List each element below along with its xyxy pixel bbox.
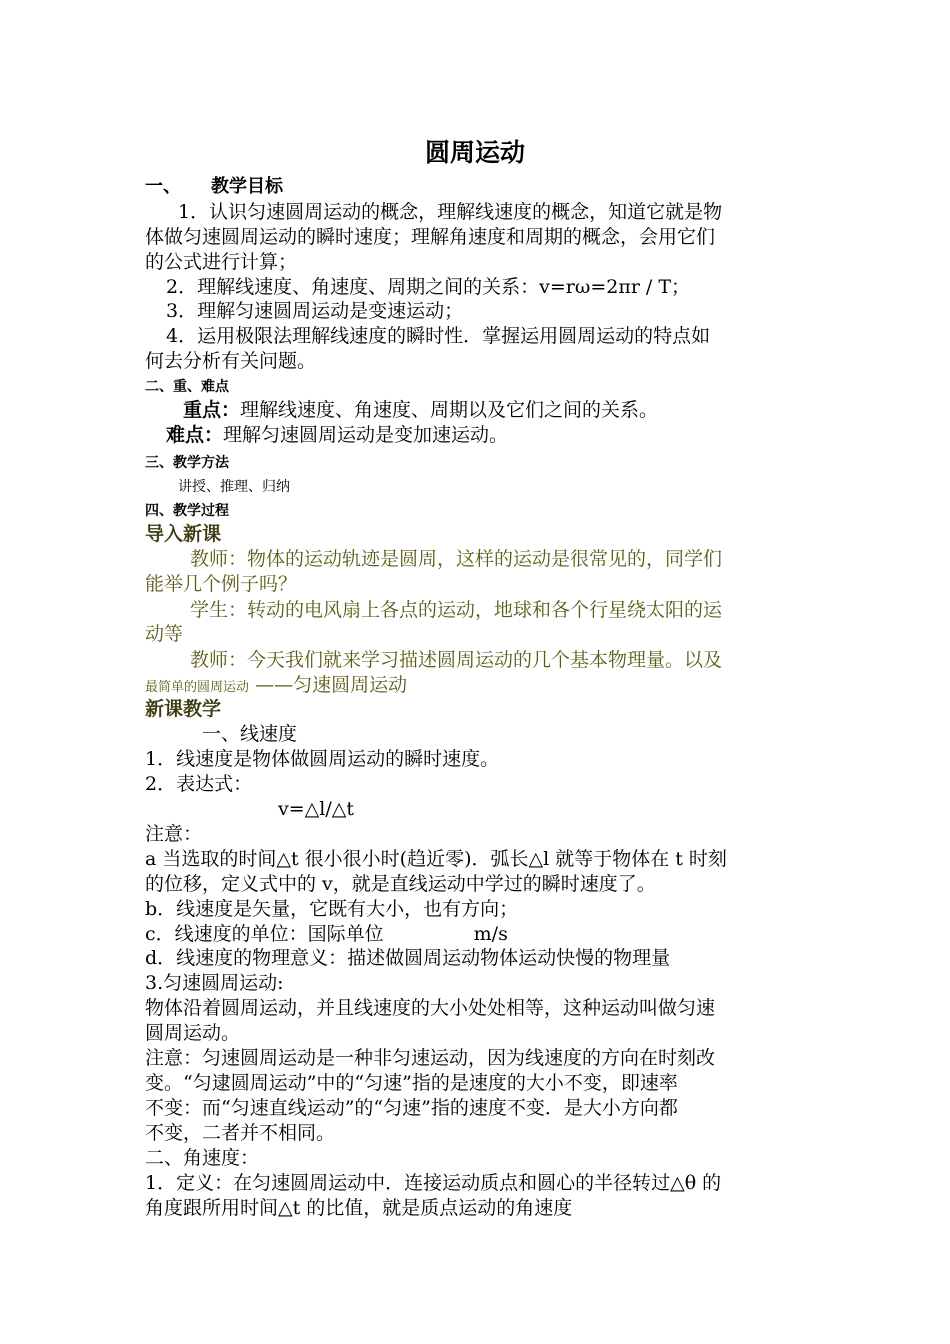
key-label: 重点：: [183, 399, 241, 421]
unit-value: m/s: [473, 923, 508, 945]
difficult-text: 理解匀速圆周运动是变加速运动。: [223, 424, 509, 446]
paragraph-line: 2．理解线速度、角速度、周期之间的关系：v=rω=2πr / T；: [166, 276, 691, 298]
paragraph-line: 3．理解匀速圆周运动是变速运动；: [166, 300, 464, 322]
unit-label: c．线速度的单位：国际单位: [145, 923, 384, 945]
paragraph-line: a 当选取的时间△t 很小很小时(趋近零)．弧长△l 就等于物体在 t 时刻: [145, 848, 727, 870]
subsection-title: 导入新课: [145, 523, 222, 545]
paragraph-line: d．线速度的物理意义：描述做圆周运动物体运动快慢的物理量: [145, 947, 671, 969]
dialogue-line: [145, 673, 810, 700]
topic-heading: 一、线速度: [202, 723, 298, 745]
paragraph-line: 圆周运动。: [145, 1022, 241, 1044]
paragraph-line: 不变，二者并不相同。: [145, 1122, 336, 1144]
section-number: 一、: [145, 176, 181, 197]
dialogue-line: 学生：转动的电风扇上各点的运动，地球和各个行星绕太阳的运: [190, 599, 723, 621]
difficult-point: [145, 423, 831, 448]
paragraph-line: [145, 922, 810, 947]
paragraph-line: 的公式进行计算；: [145, 251, 298, 273]
paragraph-line: 1．定义：在匀速圆周运动中．连接运动质点和圆心的半径转过△θ 的: [145, 1172, 722, 1194]
paragraph-line: 体做匀速圆周运动的瞬时速度；理解角速度和周期的概念，会用它们: [145, 226, 716, 248]
paragraph-line: b．线速度是矢量，它既有大小，也有方向；: [145, 898, 519, 920]
section-heading: 二、重、难点: [145, 379, 229, 395]
paragraph-line: 的位移，定义式中的 v，就是直线运动中学过的瞬时速度了。: [145, 873, 656, 895]
subsection-title: 新课教学: [145, 698, 222, 720]
dialogue-line: 教师：今天我们就来学习描述圆周运动的几个基本物理量。以及: [190, 649, 723, 671]
dialogue-line: 动等: [145, 623, 184, 645]
paragraph-line: 角度跟所用时间△t 的比值，就是质点运动的角速度: [145, 1197, 573, 1219]
note-label: 注意：: [145, 823, 203, 845]
dialogue-line: 教师：物体的运动轨迹是圆周，这样的运动是很常见的，同学们: [190, 548, 723, 570]
paragraph-line: 不变：而“匀速直线运动”的“匀速”指的速度不变．是大小方向都: [145, 1097, 678, 1119]
paragraph-line: 注意：匀速圆周运动是一种非匀速运动，因为线速度的方向在时刻改: [145, 1047, 716, 1069]
paragraph-line: 何去分析有关问题。: [145, 350, 317, 372]
key-text: 理解线速度、角速度、周期以及它们之间的关系。: [240, 399, 659, 421]
paragraph-line: 物体沿着圆周运动，并且线速度的大小处处相等，这种运动叫做匀速: [145, 997, 716, 1019]
methods-text: 讲授、推理、归纳: [178, 479, 290, 495]
section-title: 教学目标: [211, 176, 283, 197]
paragraph-line: 1．认识匀速圆周运动的概念，理解线速度的概念，知道它就是物: [178, 201, 723, 223]
section-heading: 四、教学过程: [145, 503, 229, 519]
key-point: [145, 398, 848, 423]
paragraph-line: 3.匀速圆周运动:: [145, 972, 284, 994]
paragraph-line: 4．运用极限法理解线速度的瞬时性．掌握运用圆周运动的特点如: [166, 325, 711, 347]
dialogue-text: ——匀速圆周运动: [255, 674, 408, 696]
section-heading: [145, 174, 810, 199]
formula: v=△l/△t: [278, 798, 354, 820]
paragraph-line: 2．表达式：: [145, 773, 253, 795]
paragraph-line: 1．线速度是物体做圆周运动的瞬时速度。: [145, 748, 500, 770]
dialogue-small-text: 最简单的圆周运动: [145, 680, 250, 695]
topic-heading: 二、角速度：: [145, 1147, 260, 1169]
difficult-label: 难点：: [166, 424, 224, 446]
paragraph-line: 变。“匀逮圆周运动”中的“匀速”指的是速度的大小不变，即速率: [145, 1072, 678, 1094]
dialogue-line: 能举几个例子吗？: [145, 573, 298, 595]
section-heading: 三、教学方法: [145, 455, 229, 471]
document-title: 圆周运动: [424, 138, 525, 167]
